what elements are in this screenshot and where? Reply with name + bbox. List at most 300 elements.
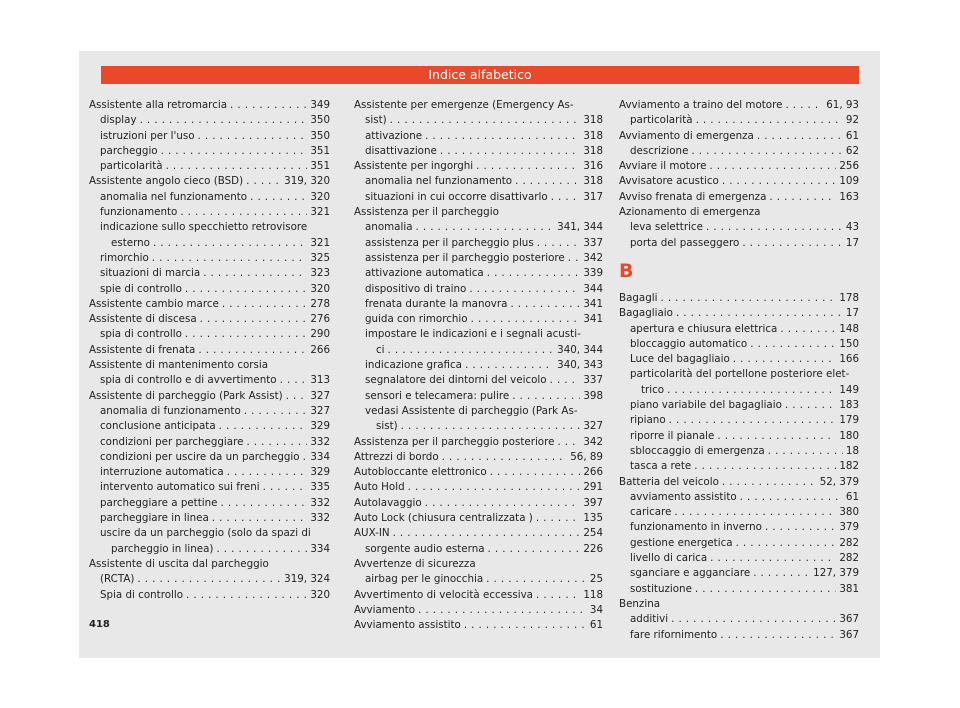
entry-page: 327	[583, 420, 603, 433]
dot-leader	[152, 251, 308, 266]
entry-term: Auto Hold	[354, 481, 405, 494]
entry-term: sostituzione	[630, 582, 692, 595]
index-entry	[354, 404, 603, 419]
index-entry	[619, 475, 859, 490]
index-entry	[89, 129, 330, 144]
entry-term: interruzione automatica	[100, 466, 224, 479]
entry-term: caricare	[630, 506, 672, 519]
entry-term: funzionamento	[100, 206, 178, 219]
entry-term: anomalia	[365, 221, 413, 234]
entry-page: 340, 344	[557, 343, 603, 356]
index-group-b	[619, 291, 859, 643]
index-entry	[89, 174, 330, 189]
dot-leader	[425, 129, 580, 144]
dot-leader	[660, 291, 836, 306]
entry-term: Assistente angolo cieco (BSD)	[89, 175, 244, 188]
index-entry	[619, 220, 859, 235]
index-entry	[619, 337, 859, 352]
entry-term: Avviso frenata di emergenza	[619, 190, 767, 203]
index-entry	[89, 297, 330, 312]
index-entry	[354, 282, 603, 297]
index-entry	[354, 144, 603, 159]
entry-term: indicazione grafica	[365, 359, 462, 372]
entry-term: porta del passeggero	[630, 236, 740, 249]
index-entry	[619, 236, 859, 251]
entry-term: parcheggio in linea)	[111, 542, 214, 555]
dot-leader	[488, 542, 581, 557]
dot-leader	[510, 297, 580, 312]
index-entry	[354, 297, 603, 312]
dot-leader	[469, 282, 580, 297]
index-entry	[354, 358, 603, 373]
index-entry	[354, 572, 603, 587]
dot-leader	[203, 266, 307, 281]
index-entry	[89, 480, 330, 495]
dot-leader	[200, 312, 308, 327]
entry-term: bloccaggio automatico	[630, 337, 748, 350]
entry-term: frenata durante la manovra	[365, 297, 508, 310]
index-entry	[619, 444, 859, 459]
entry-term: disattivazione	[365, 144, 437, 157]
dot-leader	[706, 220, 843, 235]
index-entry	[619, 306, 859, 321]
index-entry	[89, 144, 330, 159]
entry-term: Bagagli	[619, 291, 658, 304]
entry-term: Bagagliaio	[619, 307, 673, 320]
index-entry	[89, 511, 330, 526]
index-entry	[619, 205, 859, 220]
dot-leader	[476, 159, 580, 174]
entry-term: Autolavaggio	[354, 496, 422, 509]
entry-term: uscire da un parcheggio (solo da spazi di	[100, 527, 311, 540]
entry-page: 318	[583, 144, 603, 157]
entry-page: 381	[839, 582, 859, 595]
dot-leader	[780, 322, 836, 337]
entry-term: particolarità del portellone posteriore elet-	[630, 368, 850, 381]
entry-term: Avviare il motore	[619, 160, 707, 173]
index-entry	[354, 465, 603, 480]
dot-leader	[536, 588, 580, 603]
entry-page: 332	[310, 435, 330, 448]
entry-page: 178	[839, 291, 859, 304]
dot-leader	[753, 566, 810, 581]
index-entry	[619, 612, 859, 627]
entry-term: tasca a rete	[630, 460, 692, 473]
entry-term: esterno	[111, 236, 150, 249]
dot-leader	[512, 389, 580, 404]
dot-leader	[286, 389, 308, 404]
entry-term: Assistenza per il parcheggio	[354, 206, 499, 219]
entry-term: sist)	[365, 114, 387, 127]
entry-page: 380	[839, 506, 859, 519]
entry-term: Attrezzi di bordo	[354, 450, 439, 463]
dot-leader	[393, 526, 581, 541]
entry-term: ci	[376, 343, 385, 356]
entry-term: Spia di controllo	[100, 588, 184, 601]
entry-page: 337	[583, 236, 603, 249]
dot-leader	[180, 205, 307, 220]
entry-term: spie di controllo	[100, 282, 182, 295]
entry-page: 318	[583, 175, 603, 188]
entry-page: 282	[839, 552, 859, 565]
index-entry	[354, 450, 603, 465]
index-entry	[354, 205, 603, 220]
entry-page: 180	[839, 429, 859, 442]
dot-leader	[303, 450, 308, 465]
index-entry	[89, 557, 330, 572]
entry-term: segnalatore dei dintorni del veicolo	[365, 374, 547, 387]
index-entry	[89, 435, 330, 450]
page-title: Indice alfabetico	[101, 66, 859, 84]
entry-page: 127, 379	[813, 567, 859, 580]
entry-page: 290	[310, 328, 330, 341]
dot-leader	[471, 312, 581, 327]
dot-leader	[401, 419, 581, 434]
entry-term: spia di controllo	[100, 328, 182, 341]
index-entry	[354, 435, 603, 450]
index-entry	[354, 557, 603, 572]
dot-leader	[185, 282, 307, 297]
index-entry	[354, 496, 603, 511]
entry-term: Assistente di frenata	[89, 343, 196, 356]
entry-page: 337	[583, 374, 603, 387]
entry-term: descrizione	[630, 144, 689, 157]
entry-page: 351	[310, 160, 330, 173]
dot-leader	[416, 220, 555, 235]
entry-term: Assistenza per il parcheggio posteriore	[354, 435, 555, 448]
entry-page: 341, 344	[557, 221, 603, 234]
dot-leader	[694, 459, 836, 474]
index-column-1	[89, 98, 330, 603]
entry-page: 18	[845, 444, 859, 457]
index-entry	[89, 266, 330, 281]
entry-page: 332	[310, 496, 330, 509]
entry-term: impostare le indicazioni e i segnali acusti-	[365, 328, 581, 341]
dot-leader	[671, 612, 836, 627]
dot-leader	[280, 373, 308, 388]
entry-page: 367	[839, 613, 859, 626]
entry-term: Assistente di parcheggio (Park Assist)	[89, 389, 283, 402]
entry-term: fare rifornimento	[630, 628, 718, 641]
index-entry	[89, 588, 330, 603]
index-entry	[354, 526, 603, 541]
section-letter-b: B	[619, 259, 634, 282]
entry-term: piano variabile del bagagliaio	[630, 399, 782, 412]
entry-page: 334	[310, 450, 330, 463]
entry-page: 313	[310, 374, 330, 387]
dot-leader	[198, 343, 307, 358]
entry-term: condizioni per uscire da un parcheggio	[100, 450, 300, 463]
entry-term: indicazione sullo specchietto retrovisore	[100, 221, 308, 234]
index-entry	[89, 526, 330, 541]
dot-leader	[568, 251, 581, 266]
entry-term: sist)	[376, 420, 398, 433]
index-entry	[89, 220, 330, 235]
entry-page: 342	[583, 251, 603, 264]
dot-leader	[220, 496, 307, 511]
index-entry	[89, 98, 330, 113]
entry-page: 323	[310, 267, 330, 280]
entry-page: 149	[839, 383, 859, 396]
index-entry	[89, 190, 330, 205]
entry-term: situazioni in cui occorre disattivarlo	[365, 190, 548, 203]
index-entry	[89, 327, 330, 342]
dot-leader	[742, 236, 843, 251]
index-entry	[619, 429, 859, 444]
entry-page: 327	[310, 404, 330, 417]
entry-page: 339	[583, 267, 603, 280]
entry-term: Autobloccante elettronico	[354, 466, 487, 479]
dot-leader	[464, 618, 587, 633]
entry-page: 321	[310, 236, 330, 249]
entry-term: sbloccaggio di emergenza	[630, 444, 765, 457]
entry-page: 183	[839, 399, 859, 412]
entry-term: vedasi Assistente di parcheggio (Park As-	[365, 404, 578, 417]
index-entry	[89, 358, 330, 373]
index-entry	[619, 113, 859, 128]
dot-leader	[227, 465, 308, 480]
dot-leader	[709, 159, 836, 174]
index-entry	[354, 511, 603, 526]
index-entry	[619, 98, 859, 113]
index-entry	[354, 588, 603, 603]
entry-term: anomalia di funzionamento	[100, 404, 241, 417]
entry-page: 350	[310, 114, 330, 127]
entry-page: 109	[839, 175, 859, 188]
entry-page: 332	[310, 512, 330, 525]
entry-term: anomalia nel funzionamento	[365, 175, 513, 188]
entry-page: 163	[839, 190, 859, 203]
entry-page: 61	[845, 490, 859, 503]
dot-leader	[733, 352, 837, 367]
index-entry	[89, 404, 330, 419]
entry-page: 282	[839, 536, 859, 549]
entry-page: 341	[583, 313, 603, 326]
entry-term: Avvertenze di sicurezza	[354, 557, 476, 570]
index-column-3	[619, 98, 859, 643]
entry-term: Assistente per emergenze (Emergency As-	[354, 99, 574, 111]
entry-page: 320	[310, 588, 330, 601]
index-entry	[89, 312, 330, 327]
entry-page: 317	[583, 190, 603, 203]
index-entry	[619, 490, 859, 505]
index-entry	[354, 129, 603, 144]
index-entry	[619, 174, 859, 189]
entry-term: Azionamento di emergenza	[619, 206, 761, 219]
entry-page: 148	[839, 322, 859, 335]
entry-page: 349	[310, 99, 330, 111]
entry-page: 278	[310, 297, 330, 310]
entry-term: riporre il pianale	[630, 429, 715, 442]
entry-term: (RCTA)	[100, 573, 135, 586]
index-entry	[619, 190, 859, 205]
dot-leader	[691, 144, 842, 159]
index-entry	[354, 480, 603, 495]
entry-term: spia di controllo e di avvertimento	[100, 374, 277, 387]
entry-page: 325	[310, 251, 330, 264]
index-entry	[354, 327, 603, 342]
dot-leader	[166, 159, 308, 174]
index-entry	[619, 536, 859, 551]
dot-leader	[696, 113, 843, 128]
entry-term: anomalia nel funzionamento	[100, 190, 248, 203]
dot-leader	[440, 144, 581, 159]
dot-leader	[390, 113, 581, 128]
dot-leader	[186, 588, 307, 603]
index-entry	[89, 572, 330, 587]
index-entry	[89, 159, 330, 174]
index-entry	[89, 205, 330, 220]
index-entry	[354, 266, 603, 281]
entry-page: 61	[845, 129, 859, 142]
dot-leader	[465, 358, 554, 373]
index-entry	[354, 113, 603, 128]
dot-leader	[768, 444, 843, 459]
entry-term: AUX-IN	[354, 527, 390, 540]
entry-page: 61	[589, 619, 603, 632]
index-entry	[619, 322, 859, 337]
entry-term: condizioni per parcheggiare	[100, 435, 244, 448]
entry-term: Assistente di uscita dal parcheggio	[89, 557, 269, 570]
entry-term: apertura e chiusura elettrica	[630, 322, 778, 335]
dot-leader	[785, 98, 823, 113]
entry-page: 329	[310, 420, 330, 433]
entry-term: attivazione automatica	[365, 267, 484, 280]
dot-leader	[388, 343, 555, 358]
dot-leader	[674, 505, 836, 520]
index-entry	[89, 450, 330, 465]
dot-leader	[442, 450, 568, 465]
entry-page: 341	[583, 297, 603, 310]
dot-leader	[219, 419, 308, 434]
dot-leader	[198, 129, 308, 144]
dot-leader	[230, 98, 307, 113]
entry-page: 166	[839, 353, 859, 366]
index-entry	[619, 129, 859, 144]
dot-leader	[669, 413, 837, 428]
entry-term: parcheggio	[100, 144, 158, 157]
entry-page: 367	[839, 628, 859, 641]
index-column-2	[354, 98, 603, 633]
index-entry	[619, 505, 859, 520]
dot-leader	[736, 536, 837, 551]
entry-page: 334	[310, 542, 330, 555]
dot-leader	[216, 542, 307, 557]
dot-leader	[676, 306, 843, 321]
entry-page: 319, 324	[284, 573, 330, 586]
index-entry	[354, 618, 603, 633]
index-entry	[354, 159, 603, 174]
index-entry	[619, 291, 859, 306]
entry-page: 340, 343	[557, 359, 603, 372]
entry-term: parcheggiare in linea	[100, 512, 209, 525]
entry-term: Avvisatore acustico	[619, 175, 719, 188]
entry-page: 56, 89	[570, 450, 603, 463]
entry-page: 397	[583, 496, 603, 509]
entry-term: livello di carica	[630, 552, 708, 565]
dot-leader	[551, 190, 581, 205]
index-entry	[89, 389, 330, 404]
index-group-a	[619, 98, 859, 251]
index-entry	[619, 551, 859, 566]
entry-term: istruzioni per l'uso	[100, 129, 195, 142]
index-entry	[619, 398, 859, 413]
index-entry	[354, 251, 603, 266]
index-entry	[619, 352, 859, 367]
entry-page: 291	[583, 481, 603, 494]
entry-term: parcheggiare a pettine	[100, 496, 218, 509]
dot-leader	[550, 373, 581, 388]
entry-page: 398	[583, 389, 603, 402]
entry-term: Assistente di mantenimento corsia	[89, 359, 269, 372]
entry-term: Batteria del veicolo	[619, 475, 719, 488]
dot-leader	[263, 480, 308, 495]
entry-page: 318	[583, 129, 603, 142]
entry-term: sorgente audio esterna	[365, 542, 485, 555]
entry-page: 344	[583, 282, 603, 295]
dot-leader	[490, 465, 581, 480]
entry-term: attivazione	[365, 129, 423, 142]
entry-page: 135	[583, 512, 603, 525]
index-entry	[89, 251, 330, 266]
entry-term: guida con rimorchio	[365, 313, 468, 326]
index-entry	[89, 113, 330, 128]
entry-term: particolarità	[100, 160, 163, 173]
index-entry	[89, 343, 330, 358]
index-entry	[619, 597, 859, 612]
entry-page: 43	[845, 221, 859, 234]
entry-term: Avvertimento di velocità eccessiva	[354, 588, 533, 601]
dot-leader	[769, 190, 836, 205]
entry-term: dispositivo di traino	[365, 282, 467, 295]
entry-page: 320	[310, 282, 330, 295]
index-entry	[619, 367, 859, 382]
dot-leader	[667, 383, 836, 398]
dot-leader	[408, 480, 581, 495]
index-entry	[619, 628, 859, 643]
index-entry	[619, 144, 859, 159]
entry-page: 327	[310, 389, 330, 402]
entry-term: Assistente di discesa	[89, 313, 197, 326]
dot-leader	[161, 144, 308, 159]
entry-page: 379	[839, 521, 859, 534]
page-number: 418	[89, 619, 110, 630]
entry-term: gestione energetica	[630, 536, 733, 549]
index-entry	[354, 312, 603, 327]
index-entry	[89, 236, 330, 251]
dot-leader	[153, 236, 307, 251]
index-entry	[354, 419, 603, 434]
index-entry	[619, 413, 859, 428]
entry-page: 150	[839, 337, 859, 350]
index-entry	[619, 159, 859, 174]
entry-page: 182	[839, 460, 859, 473]
entry-term: Assistente per ingorghi	[354, 160, 474, 173]
entry-page: 61, 93	[826, 99, 859, 111]
dot-leader	[137, 572, 281, 587]
dot-leader	[250, 190, 307, 205]
entry-page: 17	[845, 236, 859, 249]
entry-term: avviamento assistito	[630, 490, 737, 503]
entry-page: 319, 320	[284, 175, 330, 188]
entry-term: conclusione anticipata	[100, 420, 216, 433]
entry-term: ripiano	[630, 414, 666, 427]
entry-term: situazioni di marcia	[100, 267, 201, 280]
entry-page: 266	[583, 466, 603, 479]
entry-term: airbag per le ginocchia	[365, 573, 484, 586]
entry-page: 52, 379	[819, 475, 859, 488]
index-entry	[354, 236, 603, 251]
